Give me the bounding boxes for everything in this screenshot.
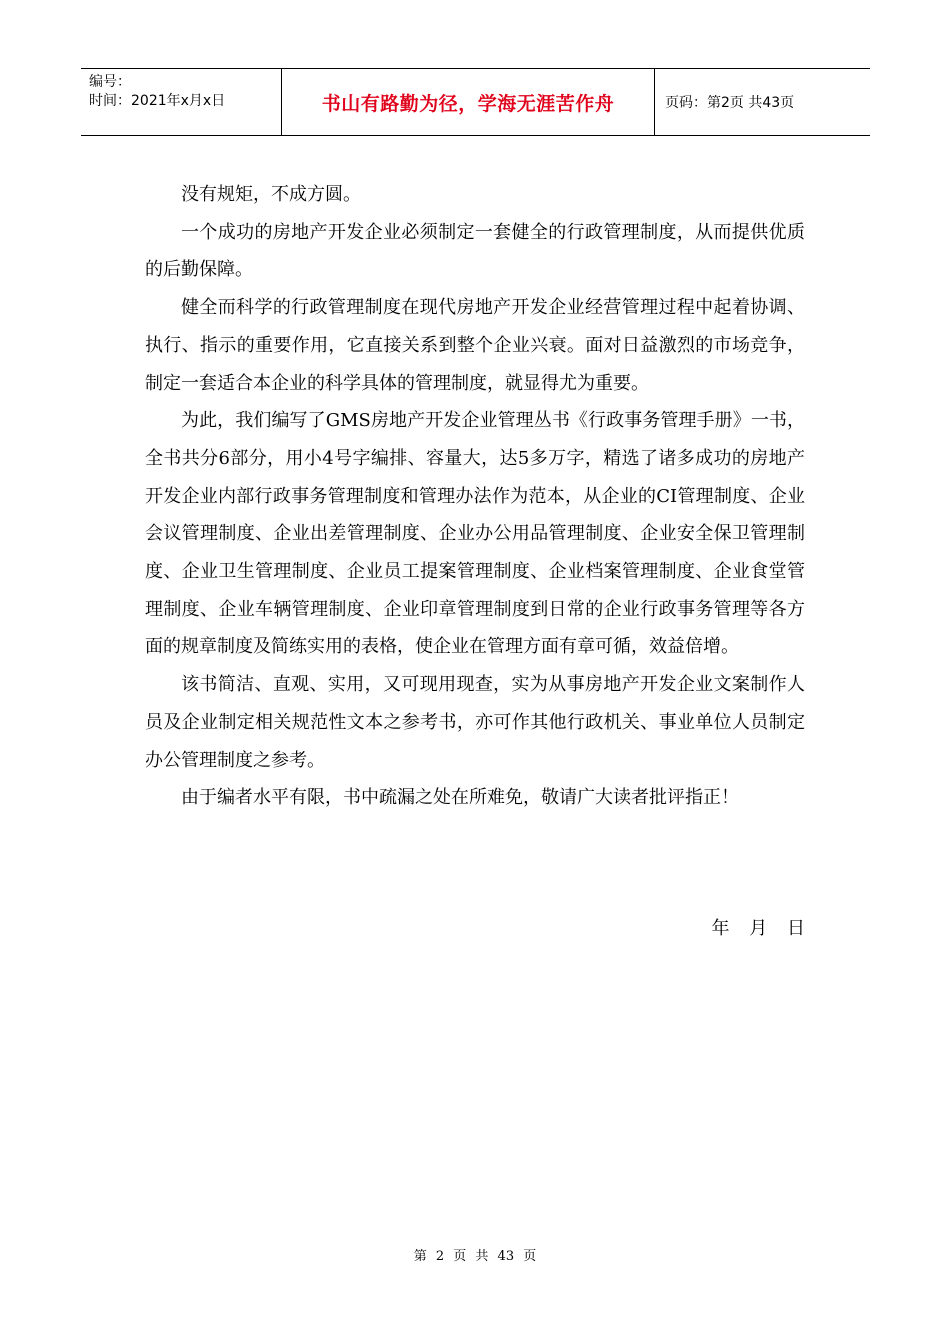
paragraph: 该书简洁、直观、实用，又可现用现查，实为从事房地产开发企业文案制作人员及企业制定相关规范性文本之参考书，亦可作其他行政机关、事业单位人员制定办公管理制度之参考。 (145, 674, 805, 771)
header-motto: 书山有路勤为径，学海无涯苦作舟 (282, 69, 655, 135)
paragraph: 健全而科学的行政管理制度在现代房地产开发企业经营管理过程中起着协调、执行、指示的重要作用，它直接关系到整个企业兴衰。面对日益激烈的市场竞争，制定一套适合本企业的科学具体的管理制度，就显得尤为重要。 (145, 297, 805, 394)
header-meta-cell (81, 69, 282, 135)
page-footer: 第 2 页 共 43 页 (413, 1249, 537, 1264)
paragraph: 没有规矩，不成方圆。 (181, 184, 361, 205)
header-page-info: 页码：第2页 共43页 (665, 95, 795, 111)
paragraph: 由于编者水平有限，书中疏漏之处在所难免，敬请广大读者批评指正！ (181, 787, 739, 809)
date-line: 年 月 日 (711, 918, 805, 939)
document-header (81, 68, 870, 136)
document-number-label: 编号： (89, 74, 131, 90)
document-time-label: 时间：2021年x月x日 (89, 93, 226, 109)
paragraph: 一个成功的房地产开发企业必须制定一套健全的行政管理制度，从而提供优质的后勤保障。 (145, 221, 805, 281)
paragraph: 为此，我们编写了GMS房地产开发企业管理丛书《行政事务管理手册》一书，全书共分6部分，用小4号字编排、容量大，达5多万字，精选了诸多成功的房地产开发企业内部行政事务管理制度和管理办法作为范本，从企业的CI管理制度、企业会议管理制度、企业出差管理制度、企业办公用品管理制度、企业安全保卫管理制度、企业卫生管理制度、企业员工提案管理制度、企业档案管理制度、企业食堂管理制度、企业车辆管理制度、企业印章管理制度到日常的企业行政事务管理等各方面的规章制度及简练实用的表格，使企业在管理方面有章可循，效益倍增。 (145, 410, 805, 658)
document-body (145, 176, 805, 817)
